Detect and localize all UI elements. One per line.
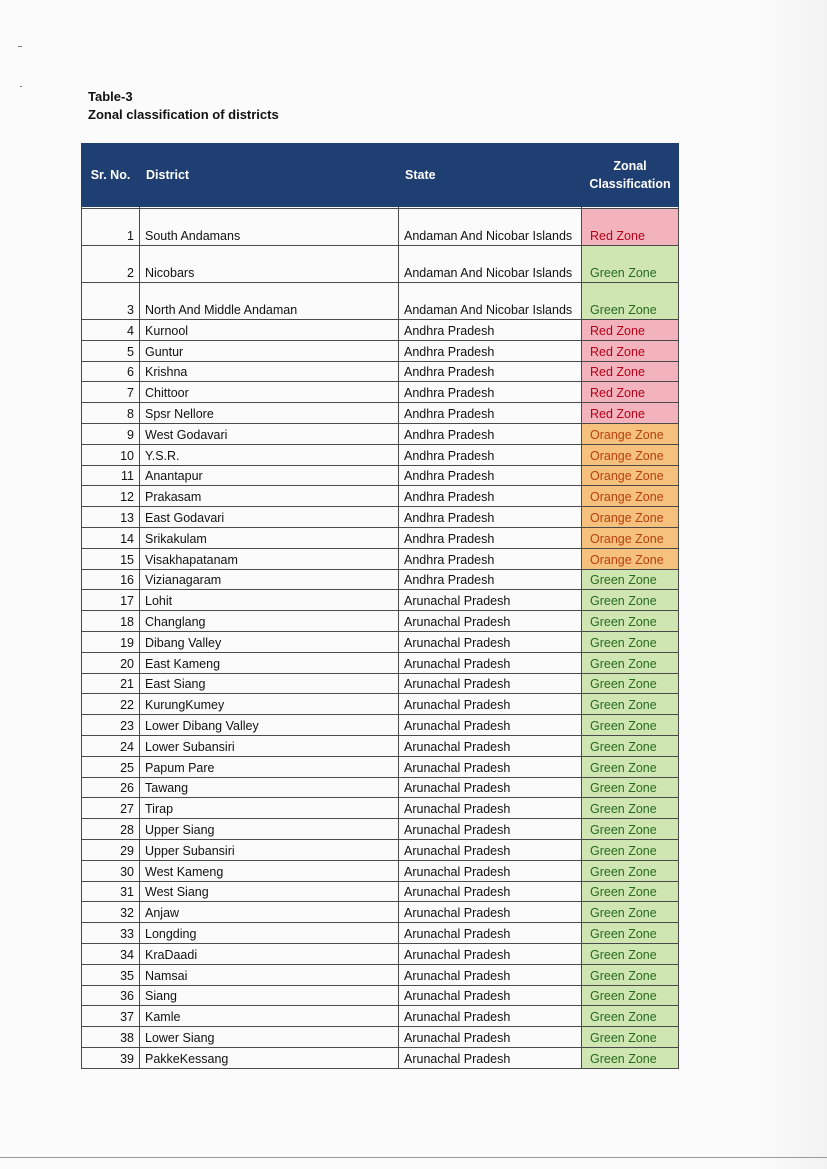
cell-district: Y.S.R. <box>140 444 399 465</box>
cell-district: West Godavari <box>140 423 399 444</box>
cell-sr-no: 24 <box>82 735 140 756</box>
cell-district: Srikakulam <box>140 527 399 548</box>
cell-district: West Kameng <box>140 860 399 881</box>
table-row <box>82 569 679 590</box>
cell-zone: Green Zone <box>582 923 679 944</box>
cell-zone: Green Zone <box>582 860 679 881</box>
cell-zone: Green Zone <box>582 964 679 985</box>
table-row <box>82 486 679 507</box>
cell-district: Tawang <box>140 777 399 798</box>
cell-zone: Green Zone <box>582 631 679 652</box>
cell-district: KurungKumey <box>140 694 399 715</box>
cell-sr-no: 12 <box>82 486 140 507</box>
cell-zone: Green Zone <box>582 735 679 756</box>
cell-district: Anjaw <box>140 902 399 923</box>
cell-state: Andhra Pradesh <box>399 548 582 569</box>
cell-zone: Red Zone <box>582 209 679 246</box>
cell-state: Andhra Pradesh <box>399 465 582 486</box>
cell-sr-no: 10 <box>82 444 140 465</box>
cell-sr-no: 32 <box>82 902 140 923</box>
cell-state: Arunachal Pradesh <box>399 1047 582 1068</box>
cell-district: Guntur <box>140 340 399 361</box>
cell-state: Arunachal Pradesh <box>399 735 582 756</box>
cell-district: Vizianagaram <box>140 569 399 590</box>
cell-sr-no: 39 <box>82 1047 140 1068</box>
table-row <box>82 320 679 341</box>
cell-state: Arunachal Pradesh <box>399 652 582 673</box>
cell-district: Chittoor <box>140 382 399 403</box>
cell-district: Papum Pare <box>140 756 399 777</box>
cell-state: Arunachal Pradesh <box>399 694 582 715</box>
cell-zone: Green Zone <box>582 1006 679 1027</box>
table-row <box>82 1027 679 1048</box>
cell-zone: Orange Zone <box>582 423 679 444</box>
table-row <box>82 382 679 403</box>
cell-district: Lower Subansiri <box>140 735 399 756</box>
cell-district: South Andamans <box>140 209 399 246</box>
cell-zone: Green Zone <box>582 590 679 611</box>
cell-state: Andaman And Nicobar Islands <box>399 209 582 246</box>
cell-state: Arunachal Pradesh <box>399 631 582 652</box>
cell-sr-no: 29 <box>82 839 140 860</box>
table-body <box>82 207 679 1069</box>
cell-district: Krishna <box>140 361 399 382</box>
cell-state: Andaman And Nicobar Islands <box>399 283 582 320</box>
table-row <box>82 340 679 361</box>
cell-district: Upper Subansiri <box>140 839 399 860</box>
cell-state: Arunachal Pradesh <box>399 798 582 819</box>
table-row <box>82 444 679 465</box>
cell-sr-no: 31 <box>82 881 140 902</box>
cell-district: East Siang <box>140 673 399 694</box>
table-row <box>82 527 679 548</box>
cell-state: Andhra Pradesh <box>399 444 582 465</box>
cell-zone: Orange Zone <box>582 507 679 528</box>
cell-sr-no: 6 <box>82 361 140 382</box>
cell-district: East Kameng <box>140 652 399 673</box>
cell-zone: Green Zone <box>582 283 679 320</box>
table-row <box>82 246 679 283</box>
cell-zone: Green Zone <box>582 798 679 819</box>
header-district: District <box>140 144 399 207</box>
cell-sr-no: 11 <box>82 465 140 486</box>
cell-district: West Siang <box>140 881 399 902</box>
cell-sr-no: 27 <box>82 798 140 819</box>
cell-zone: Red Zone <box>582 361 679 382</box>
cell-state: Andhra Pradesh <box>399 569 582 590</box>
cell-district: Tirap <box>140 798 399 819</box>
table-row <box>82 403 679 424</box>
cell-sr-no: 22 <box>82 694 140 715</box>
cell-sr-no: 36 <box>82 985 140 1006</box>
table-row <box>82 423 679 444</box>
cell-zone: Red Zone <box>582 320 679 341</box>
table-row <box>82 798 679 819</box>
cell-state: Arunachal Pradesh <box>399 985 582 1006</box>
cell-sr-no: 38 <box>82 1027 140 1048</box>
cell-sr-no: 1 <box>82 209 140 246</box>
cell-district: North And Middle Andaman <box>140 283 399 320</box>
cell-sr-no: 17 <box>82 590 140 611</box>
cell-state: Arunachal Pradesh <box>399 819 582 840</box>
cell-zone: Green Zone <box>582 694 679 715</box>
cell-zone: Red Zone <box>582 382 679 403</box>
table-row <box>82 361 679 382</box>
cell-zone: Orange Zone <box>582 527 679 548</box>
cell-zone: Green Zone <box>582 819 679 840</box>
cell-district: Kamle <box>140 1006 399 1027</box>
cell-state: Arunachal Pradesh <box>399 1006 582 1027</box>
table-row <box>82 964 679 985</box>
cell-district: Nicobars <box>140 246 399 283</box>
cell-sr-no: 9 <box>82 423 140 444</box>
cell-sr-no: 18 <box>82 611 140 632</box>
table-row <box>82 839 679 860</box>
page-bottom-line <box>0 1157 827 1158</box>
cell-zone: Green Zone <box>582 569 679 590</box>
cell-state: Arunachal Pradesh <box>399 881 582 902</box>
cell-district: Upper Siang <box>140 819 399 840</box>
cell-district: Anantapur <box>140 465 399 486</box>
page-shadow <box>757 0 827 1169</box>
cell-state: Arunachal Pradesh <box>399 943 582 964</box>
table-row <box>82 652 679 673</box>
cell-district: Prakasam <box>140 486 399 507</box>
cell-zone: Red Zone <box>582 340 679 361</box>
table-header-row <box>82 144 679 207</box>
table-row <box>82 819 679 840</box>
table-row <box>82 1047 679 1068</box>
table-row <box>82 507 679 528</box>
cell-district: Lower Dibang Valley <box>140 715 399 736</box>
cell-state: Arunachal Pradesh <box>399 715 582 736</box>
cell-state: Arunachal Pradesh <box>399 860 582 881</box>
table-row <box>82 631 679 652</box>
cell-zone: Green Zone <box>582 756 679 777</box>
cell-state: Arunachal Pradesh <box>399 590 582 611</box>
cell-zone: Green Zone <box>582 246 679 283</box>
table-row <box>82 673 679 694</box>
cell-sr-no: 4 <box>82 320 140 341</box>
table-row <box>82 694 679 715</box>
cell-state: Andhra Pradesh <box>399 382 582 403</box>
cell-sr-no: 8 <box>82 403 140 424</box>
cell-district: Namsai <box>140 964 399 985</box>
cell-zone: Green Zone <box>582 611 679 632</box>
cell-zone: Green Zone <box>582 777 679 798</box>
cell-state: Arunachal Pradesh <box>399 673 582 694</box>
cell-district: Longding <box>140 923 399 944</box>
cell-zone: Green Zone <box>582 881 679 902</box>
cell-district: KraDaadi <box>140 943 399 964</box>
header-zonal-classification <box>582 144 679 207</box>
cell-district: Lohit <box>140 590 399 611</box>
cell-district: Siang <box>140 985 399 1006</box>
cell-sr-no: 25 <box>82 756 140 777</box>
cell-district: Spsr Nellore <box>140 403 399 424</box>
cell-zone: Orange Zone <box>582 465 679 486</box>
header-state: State <box>399 144 582 207</box>
cell-state: Andaman And Nicobar Islands <box>399 246 582 283</box>
cell-sr-no: 3 <box>82 283 140 320</box>
cell-district: Dibang Valley <box>140 631 399 652</box>
table-row <box>82 943 679 964</box>
cell-sr-no: 21 <box>82 673 140 694</box>
cell-state: Arunachal Pradesh <box>399 923 582 944</box>
table-row <box>82 881 679 902</box>
table-row <box>82 548 679 569</box>
header-sr-no: Sr. No. <box>82 144 140 207</box>
cell-sr-no: 20 <box>82 652 140 673</box>
cell-zone: Orange Zone <box>582 444 679 465</box>
table-row <box>82 209 679 246</box>
cell-zone: Green Zone <box>582 902 679 923</box>
cell-sr-no: 16 <box>82 569 140 590</box>
table-row <box>82 1006 679 1027</box>
cell-state: Andhra Pradesh <box>399 361 582 382</box>
cell-zone: Green Zone <box>582 715 679 736</box>
cell-zone: Green Zone <box>582 673 679 694</box>
table-label: Table-3 <box>88 89 133 104</box>
cell-sr-no: 5 <box>82 340 140 361</box>
cell-sr-no: 19 <box>82 631 140 652</box>
table-row <box>82 715 679 736</box>
header-zone-line1: Zonal <box>613 159 647 173</box>
cell-sr-no: 2 <box>82 246 140 283</box>
cell-zone: Green Zone <box>582 652 679 673</box>
cell-zone: Green Zone <box>582 943 679 964</box>
table-row <box>82 985 679 1006</box>
cell-sr-no: 34 <box>82 943 140 964</box>
table-row <box>82 923 679 944</box>
cell-zone: Orange Zone <box>582 486 679 507</box>
cell-district: Changlang <box>140 611 399 632</box>
cell-sr-no: 15 <box>82 548 140 569</box>
cell-state: Arunachal Pradesh <box>399 777 582 798</box>
scan-speck <box>18 46 22 47</box>
cell-state: Arunachal Pradesh <box>399 902 582 923</box>
cell-sr-no: 33 <box>82 923 140 944</box>
table-row <box>82 777 679 798</box>
cell-district: PakkeKessang <box>140 1047 399 1068</box>
table-row <box>82 283 679 320</box>
cell-state: Andhra Pradesh <box>399 320 582 341</box>
cell-sr-no: 30 <box>82 860 140 881</box>
cell-sr-no: 7 <box>82 382 140 403</box>
cell-state: Andhra Pradesh <box>399 340 582 361</box>
cell-district: Kurnool <box>140 320 399 341</box>
table-row <box>82 756 679 777</box>
cell-sr-no: 37 <box>82 1006 140 1027</box>
cell-state: Arunachal Pradesh <box>399 839 582 860</box>
cell-state: Arunachal Pradesh <box>399 1027 582 1048</box>
cell-district: Lower Siang <box>140 1027 399 1048</box>
cell-district: East Godavari <box>140 507 399 528</box>
table-title: Zonal classification of districts <box>88 107 279 122</box>
cell-zone: Green Zone <box>582 839 679 860</box>
cell-state: Andhra Pradesh <box>399 507 582 528</box>
cell-sr-no: 26 <box>82 777 140 798</box>
table-row <box>82 902 679 923</box>
table-row <box>82 860 679 881</box>
cell-zone: Green Zone <box>582 985 679 1006</box>
cell-sr-no: 14 <box>82 527 140 548</box>
cell-zone: Green Zone <box>582 1027 679 1048</box>
cell-state: Arunachal Pradesh <box>399 756 582 777</box>
scan-speck <box>20 86 22 87</box>
cell-district: Visakhapatanam <box>140 548 399 569</box>
cell-zone: Red Zone <box>582 403 679 424</box>
table-row <box>82 465 679 486</box>
table-row <box>82 735 679 756</box>
table-row <box>82 611 679 632</box>
cell-state: Andhra Pradesh <box>399 423 582 444</box>
header-zone-line2: Classification <box>589 177 671 191</box>
cell-state: Andhra Pradesh <box>399 486 582 507</box>
cell-sr-no: 23 <box>82 715 140 736</box>
cell-state: Andhra Pradesh <box>399 403 582 424</box>
cell-sr-no: 13 <box>82 507 140 528</box>
cell-zone: Orange Zone <box>582 548 679 569</box>
cell-state: Arunachal Pradesh <box>399 964 582 985</box>
zonal-classification-table <box>81 143 679 1069</box>
cell-zone: Green Zone <box>582 1047 679 1068</box>
cell-sr-no: 28 <box>82 819 140 840</box>
table-row <box>82 590 679 611</box>
cell-state: Andhra Pradesh <box>399 527 582 548</box>
cell-state: Arunachal Pradesh <box>399 611 582 632</box>
cell-sr-no: 35 <box>82 964 140 985</box>
